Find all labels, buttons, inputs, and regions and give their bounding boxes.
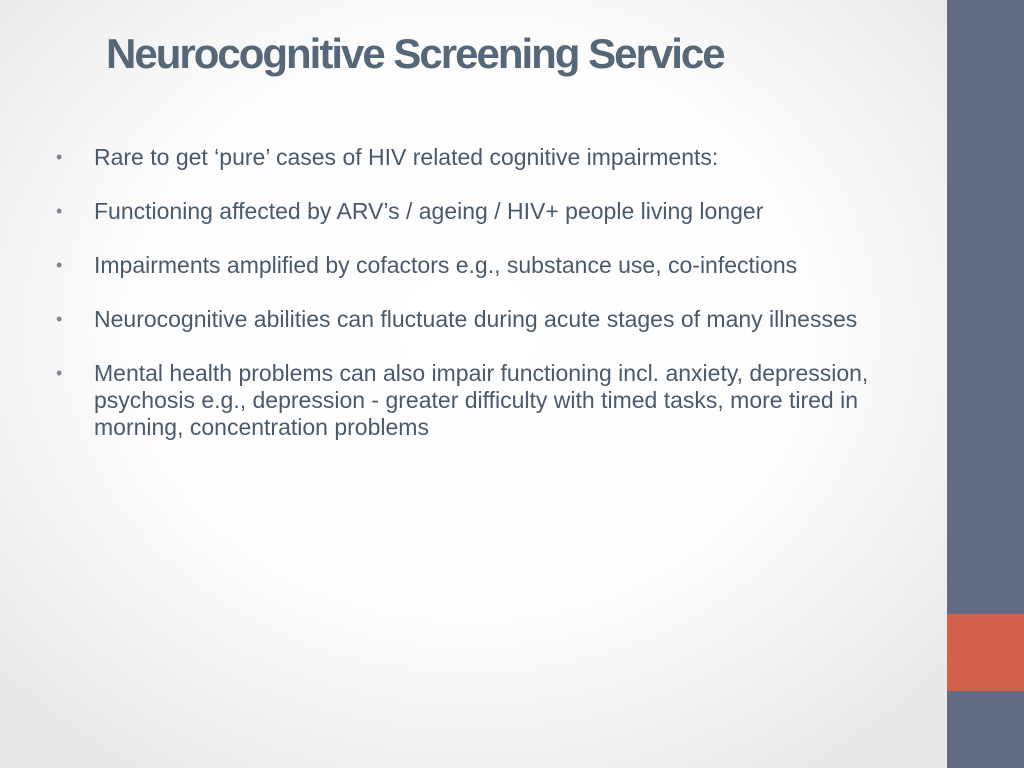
bullet-dot-icon: • <box>56 363 63 383</box>
bullet-item <box>56 144 906 171</box>
bullet-text: Functioning affected by ARV’s / ageing / HIV+ people living longer <box>94 198 764 224</box>
bullet-item <box>56 252 906 279</box>
bullet-text: Mental health problems can also impair functioning incl. anxiety, depression, psychosis e.g., depression - greater difficulty with timed tasks, more tired in morning, concentration problems <box>94 360 869 440</box>
bullet-dot-icon: • <box>56 255 63 275</box>
bullet-item <box>56 306 906 333</box>
accent-block <box>947 614 1024 691</box>
bullet-list <box>56 144 906 468</box>
bullet-item <box>56 360 906 441</box>
bullet-dot-icon: • <box>56 201 63 221</box>
slide-title: Neurocognitive Screening Service <box>106 30 724 77</box>
bullet-dot-icon: • <box>56 309 63 329</box>
bullet-dot-icon: • <box>56 147 63 167</box>
bullet-text: Impairments amplified by cofactors e.g., substance use, co-infections <box>94 252 798 278</box>
bullet-text: Neurocognitive abilities can fluctuate during acute stages of many illnesses <box>94 306 858 332</box>
bullet-text: Rare to get ‘pure’ cases of HIV related cognitive impairments: <box>94 144 719 170</box>
bullet-item <box>56 198 906 225</box>
